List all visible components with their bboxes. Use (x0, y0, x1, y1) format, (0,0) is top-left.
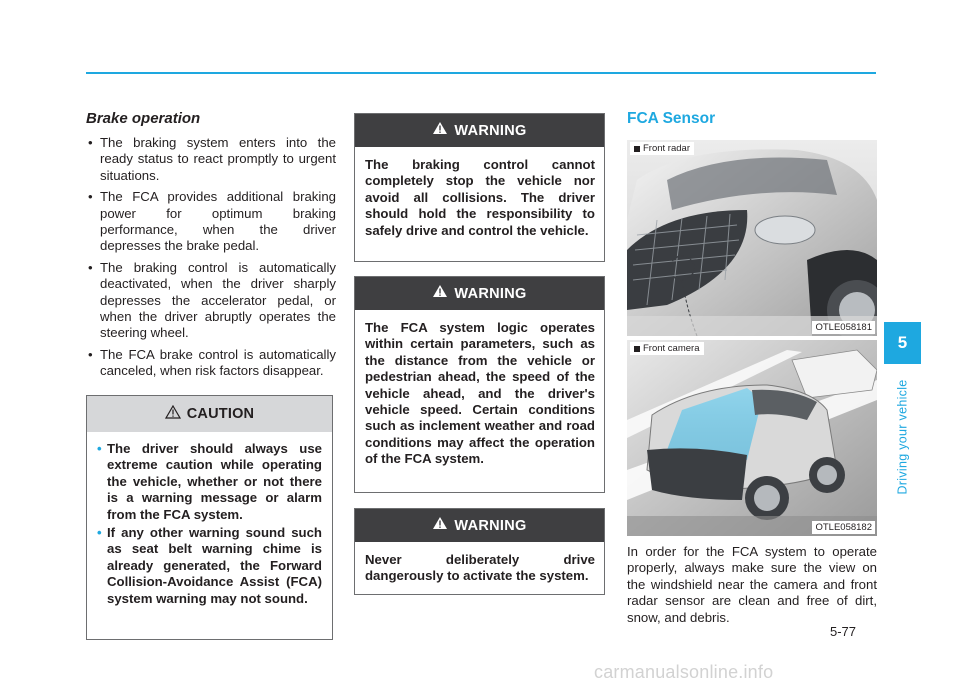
caution-item: • If any other warning sound such as seat belt warning chime is already generated, the Forward Collision-Avoidance Assist (FCA) system warning may not sound. (97, 525, 322, 607)
image-code: OTLE058181 (812, 321, 875, 334)
list-item: • The braking system enters into the ready status to react promptly to urgent situations. (86, 135, 336, 184)
suv-front-radar-illustration (627, 140, 877, 336)
suv-front-camera-illustration (627, 340, 877, 536)
warning-triangle-icon (432, 284, 448, 303)
warning-label: WARNING (454, 122, 527, 139)
image-code: OTLE058182 (812, 521, 875, 534)
photo-tag (630, 142, 694, 155)
page-number: 5-77 (830, 624, 857, 639)
warning-box-1 (354, 113, 605, 262)
top-rule (86, 72, 876, 74)
sensor-description: In order for the FCA system to operate properly, always make sure the view on the windshield near the camera and front radar sensor are clean and free of dirt, snow, and debris. (627, 544, 877, 625)
chapter-label (892, 372, 914, 502)
caution-triangle-icon (165, 405, 181, 424)
brake-operation-section (86, 110, 336, 385)
brake-bullet-list (86, 135, 336, 380)
list-item: • The braking control is automatically deactivated, when the driver sharply depresses the accelerator pedal, or when the driver abruptly operates the steering wheel. (86, 260, 336, 342)
front-camera-photo (627, 340, 877, 536)
warning-box-3 (354, 508, 605, 595)
warning-text: The FCA system logic operates within certain parameters, such as the distance from the vehicle or pedestrian ahead, the speed of the vehicle ahead, and the driver's vehicle speed. Certain conditions such as inclement weather and road conditions may affect the operation of the FCA system. (365, 320, 595, 467)
caution-item: • The driver should always use extreme caution while operating the vehicle, whether or not there is a warning message or alarm from the FCA system. (97, 441, 322, 523)
warning-header (355, 277, 604, 310)
warning-header (355, 509, 604, 542)
warning-text: Never deliberately drive dangerously to activate the system. (365, 552, 595, 584)
warning-triangle-icon (432, 516, 448, 535)
list-item: • The FCA brake control is automatically canceled, when risk factors disappear. (86, 347, 336, 380)
chapter-tab: 5 (884, 322, 921, 364)
warning-header (355, 114, 604, 147)
square-bullet-icon (634, 346, 640, 352)
front-radar-photo (627, 140, 877, 336)
warning-label: WARNING (454, 285, 527, 302)
list-item: • The FCA provides additional braking power for optimum braking performance, when the driver depresses the brake pedal. (86, 189, 336, 255)
watermark: carmanualsonline.info (594, 662, 774, 682)
caution-label: CAUTION (186, 406, 255, 422)
photo-tag (630, 342, 704, 355)
caution-header (87, 396, 332, 432)
photo-tag-label: Front radar (643, 143, 690, 154)
warning-label: WARNING (454, 517, 527, 534)
section-title: FCA Sensor (627, 110, 716, 127)
fca-sensor-section (627, 110, 877, 128)
warning-triangle-icon (432, 121, 448, 140)
warning-text: The braking control cannot completely stop the vehicle nor avoid all collisions. The driver should hold the responsibility to safely drive and control the vehicle. (365, 157, 595, 238)
square-bullet-icon (634, 146, 640, 152)
chapter-label-text: Driving your vehicle (896, 379, 911, 495)
warning-box-2 (354, 276, 605, 493)
brake-operation-heading: Brake operation (86, 110, 201, 127)
photo-tag-label: Front camera (643, 343, 700, 354)
caution-box (86, 395, 333, 640)
